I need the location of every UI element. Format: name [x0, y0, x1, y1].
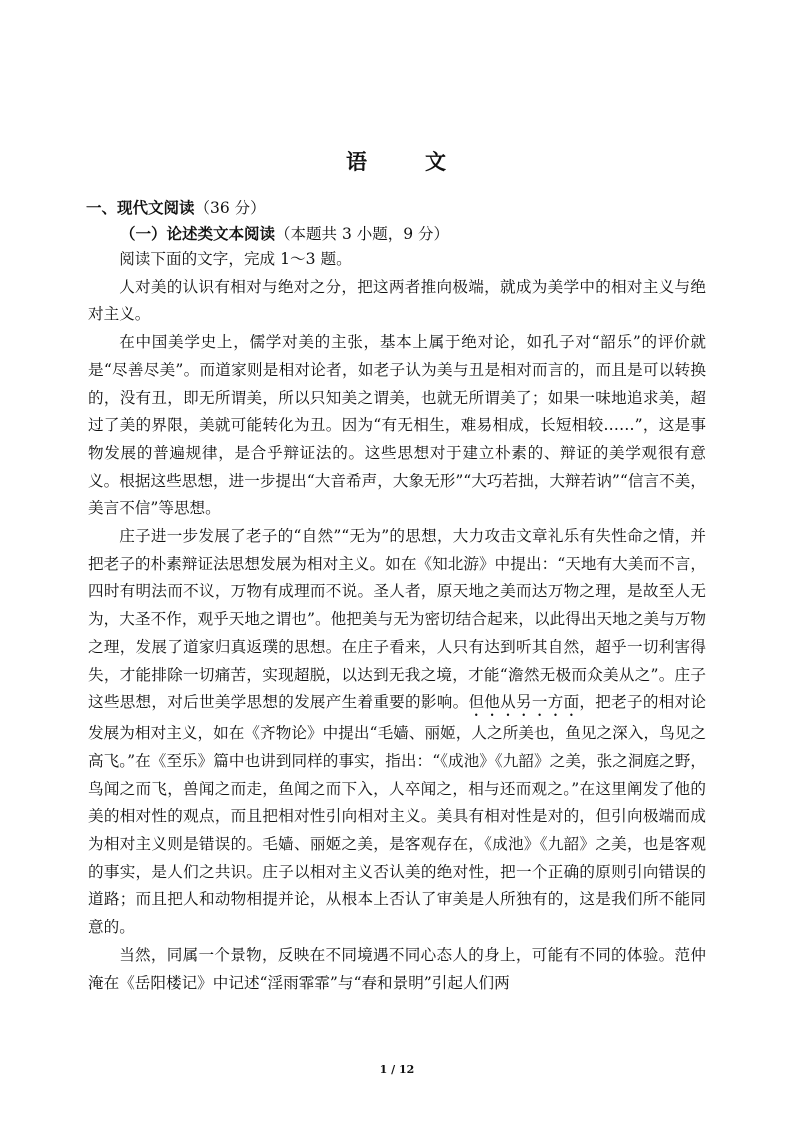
paragraph-4: 当然，同属一个景物，反映在不同境遇不同心态人的身上，可能有不同的体验。范仲淹在《岳阳楼记》中记述“淫雨霏霏”与“春和景明”引起人们两 [88, 945, 706, 992]
subsection-heading [120, 222, 449, 244]
paragraph-1: 人对美的认识有相对与绝对之分，把这两者推向极端，就成为美学中的相对主义与绝对主义。 [88, 277, 706, 324]
instruction: 阅读下面的文字，完成 1～3 题。 [119, 250, 352, 268]
section-heading [86, 196, 266, 218]
paragraph-3-part-a: 庄子进一步发展了老子的“自然”“无为”的思想，大力攻击文章礼乐有失性命之情，并把老子的朴素辩证法思想发展为相对主义。如在《知北游》中提出：“天地有大美而不言，四时有明法而不议，万物有成理而不说。圣人者，原天地之美而达万物之理，是故至人无为，大圣不作，观乎天地之谓也”。他把美与无为密切结合起来，以此得出天地之美与万物之理，发展了道家归真返璞的思想。在庄子看来，人只有达到听其自然，超乎一切利害得失，才能排除一切痛苦，实现超脱，以达到无我之境，才能“澹然无极而众美从之”。庄子这些思想，对后世美学思想的发展产生着重要的影响。 [88, 527, 706, 712]
paragraph-3 [88, 523, 706, 942]
subsection-heading-text: （一）论述类文本阅读 [120, 225, 276, 243]
reading-passage [88, 246, 706, 997]
emphasized-phrase: 但他从另一方面 [468, 693, 580, 712]
paragraph-2: 在中国美学史上，儒学对美的主张，基本上属于绝对论，如孔子对“韶乐”的评价就是“尽善尽美”。而道家则是相对论者，如老子认为美与丑是相对而言的，而且是可以转换的，没有丑，即无所谓美，所以只知美之谓美，也就无所谓美了；如果一味地追求美，超过了美的界限，美就可能转化为丑。因为“有无相生，难易相成，长短相较……”，这是事物发展的普遍规律，是合乎辩证法的。这些思想对于建立朴素的、辩证的美学观很有意义。根据这些思想，进一步提出“大音希声，大象无形”“大巧若拙，大辩若讷”“信言不美，美言不信”等思想。 [88, 333, 706, 518]
title-char-2: 文 [425, 150, 448, 174]
page-number: 1 / 12 [379, 1063, 415, 1076]
section-score: （36 分） [194, 199, 266, 217]
subsection-score: （本题共 3 小题，9 分） [275, 225, 450, 243]
paragraph-3-part-b: ，把老子的相对论发展为相对主义，如在《齐物论》中提出“毛嫱、丽姬，人之所美也，鱼见之深入，鸟见之高飞。”在《至乐》篇中也讲到同样的事实，指出：“《成池》《九韶》之美，张之洞庭之野，鸟闻之而飞，兽闻之而走，鱼闻之而下入，人卒闻之，相与还而观之。”在这里阐发了他的美的相对性的观点，而且把相对性引向相对主义。美具有相对性是对的，但引向极端而成为相对主义则是错误的。毛嫱、丽姬之美，是客观存在，《成池》《九韶》之美，也是客观的事实，是人们之共识。庄子以相对主义否认美的绝对性，把一个正确的原则引向错误的道路；而且把人和动物相提并论，从根本上否认了审美是人所独有的，这是我们所不能同意的。 [88, 693, 706, 937]
title-char-1: 语 [346, 150, 369, 174]
page-title [0, 146, 794, 176]
section-heading-text: 一、现代文阅读 [86, 199, 195, 217]
